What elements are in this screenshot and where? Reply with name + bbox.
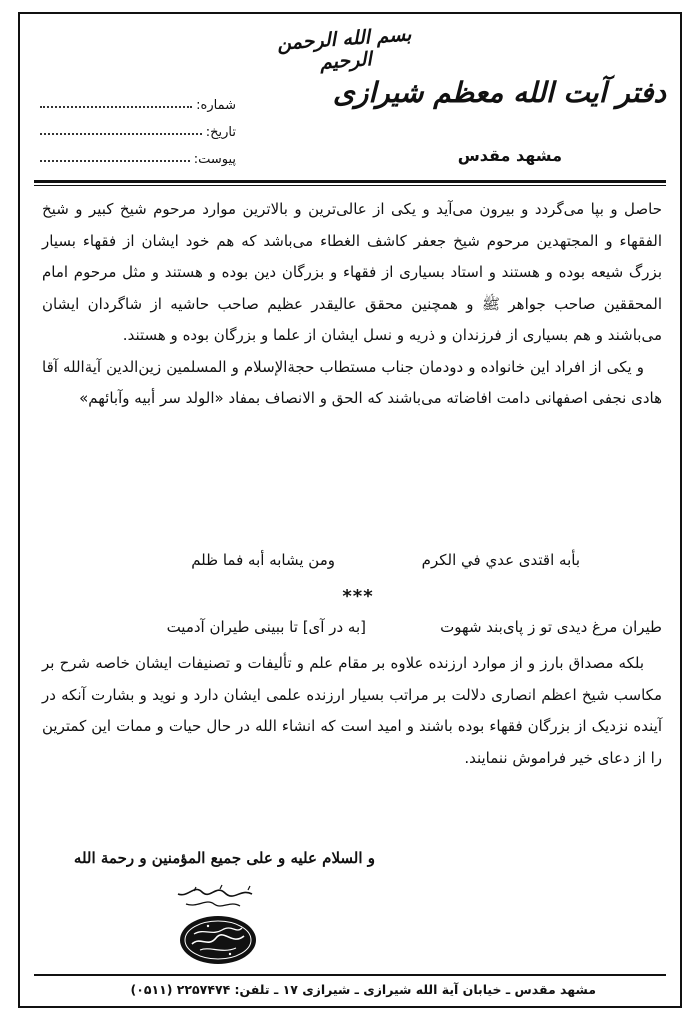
- letterhead: [20, 14, 680, 184]
- closing-salutation: و السلام علیه و علی جمیع المؤمنین و رحمة الله: [73, 849, 375, 867]
- date-blank-line: [40, 133, 202, 135]
- basmala-calligraphy: بسم الله الرحمن الرحيم: [276, 23, 413, 74]
- official-seal: [178, 914, 258, 966]
- arabic-verse-right: بأبه اقتدى عدي في الكرم: [421, 551, 580, 569]
- header-divider-thick: [34, 180, 666, 183]
- footer-divider: [34, 974, 666, 976]
- attachment-field: [40, 140, 236, 167]
- footer-address: مشهد مقدس ـ خیابان آیة الله شیرازی ـ شیرازی ۱۷ ـ تلفن: ۲۲۵۷۴۷۴ (۰۵۱۱): [130, 982, 596, 997]
- letter-page: [18, 12, 682, 1008]
- date-label: تاریخ:: [205, 125, 236, 140]
- letter-body-top: [42, 194, 662, 415]
- paragraph-1: حاصل و بپا می‌گردد و بیرون می‌آید و یکی از عالی‌ترین و بالاترین موارد مرحوم شیخ کبیر و شیخ الفقهاء و المجتهدین مرحوم شیخ جعفر کاشف الغطاء می‌باشد که هم خود ایشان از فقهاء بسیار بزرگ شیعه بوده و هستند و استاد بسیاری از فقهاء و بزرگان دین بوده و هستند و مثل مرحوم امام المحققین صاحب جواهر ﷺ و همچنین محقق عالیقدر عظیم صاحب حاشیه از شاگردان ایشان می‌باشند و هم بسیاری از فرزندان و ذریه و نسل ایشان از علما و بزرگان بوده و هستند.: [42, 200, 662, 344]
- date-field: [40, 113, 236, 140]
- attachment-label: پیوست:: [193, 152, 236, 167]
- reference-fields: [40, 86, 236, 167]
- attachment-blank-line: [40, 160, 190, 162]
- section-separator-stars: ***: [342, 586, 374, 607]
- number-field: [40, 86, 236, 113]
- number-label: شماره:: [196, 98, 236, 113]
- persian-poem-left: [به در آی] تا ببینی طیران آدمیت: [166, 618, 366, 636]
- handwritten-signature: [170, 884, 260, 914]
- paragraph-3: بلکه مصداق بارز و از موارد ارزنده علاوه بر مقام علم و تألیفات و تصنیفات ایشان خاصه شرح بر مکاسب شیخ اعظم انصاری دلالت بر مراتب بسیار ارزنده علمی ایشان دارد و نوید و بشارت آنکه در آینده نزدیک از بزرگان فقهاء بوده باشند و امید است که انشاء الله در حال حیات و ممات این کمترین را از دعای خیر فراموش ننمایند.: [42, 654, 662, 767]
- paragraph-2: و یکی از افراد این خانواده و دودمان جناب مستطاب حجة‌الإسلام و المسلمین زین‌الدین آیةالله آقا هادی نجفی اصفهانی دامت افاضاته می‌باشند که الحق و الانصاف بمفاد «الولد سر أبیه وآبائهم»: [42, 357, 662, 407]
- number-blank-line: [40, 106, 192, 108]
- letter-body-bottom: [42, 648, 662, 774]
- header-divider-thin: [34, 185, 666, 186]
- arabic-verse-left: ومن يشابه أبه فما ظلم: [191, 551, 335, 569]
- office-title: دفتر آیت الله معظم شیرازی: [332, 76, 666, 109]
- persian-poem-right: طیران مرغ دیدی تو ز پای‌بند شهوت: [440, 618, 662, 636]
- office-city: مشهد مقدس: [457, 146, 562, 165]
